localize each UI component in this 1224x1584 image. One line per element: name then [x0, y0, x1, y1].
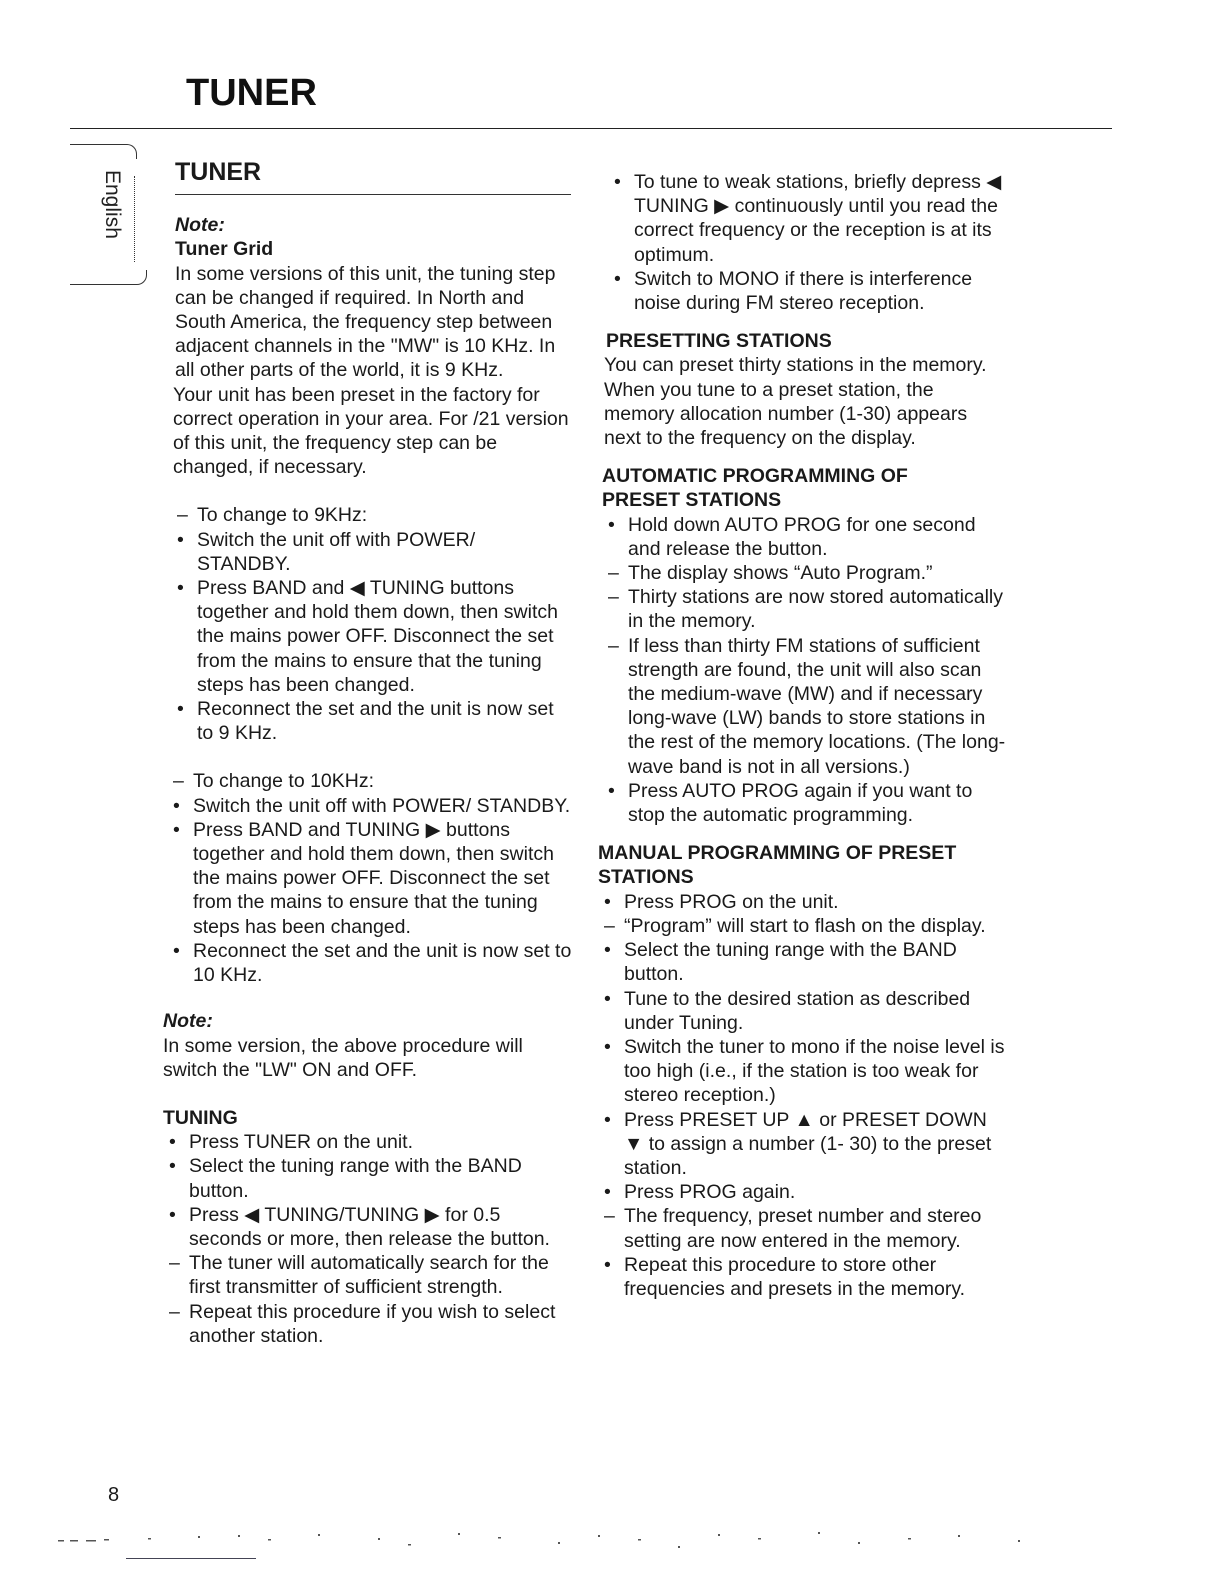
- list-marker: •: [604, 1035, 611, 1058]
- tuner-grid-title: Tuner Grid: [175, 238, 274, 261]
- list-marker: •: [608, 513, 615, 536]
- list-item: [171, 576, 573, 697]
- list-item: [602, 634, 1008, 779]
- note-lw-text: In some version, the above procedure will switch the "LW" ON and OFF.: [163, 1034, 523, 1081]
- tab-bottom-curve: [70, 270, 147, 285]
- list-item-text: Press TUNER on the unit.: [189, 1131, 413, 1154]
- list-item-text: If less than thirty FM stations of sufficient strength are found, the unit will also scan the medium-wave (MW) and if necessary long-wave (LW) bands to store stations in the rest of the memory locations. (The long-wave band is not in all versions.): [628, 634, 1006, 778]
- list-item: [602, 585, 1008, 633]
- list-marker: •: [177, 577, 184, 600]
- tuner-grid-text: In some versions of this unit, the tuning step can be changed if required. In North and South America, the frequency step between adjacent channels in the "MW" is 10 KHz. In all other parts of the world, it is 9 KHz.: [175, 262, 556, 382]
- tab-dotted-line: [134, 176, 135, 262]
- presetting-text: You can preset thirty stations in the memory. When you tune to a preset station, the memory allocation number (1-30) appears next to the frequency on the display.: [604, 354, 987, 450]
- change-9khz-list: [171, 503, 573, 745]
- list-item: [167, 939, 573, 987]
- list-marker: •: [169, 1131, 176, 1154]
- list-item: [598, 1204, 1008, 1252]
- list-marker: •: [177, 698, 184, 721]
- list-item: [602, 513, 1008, 561]
- right-column: [598, 170, 1008, 1301]
- list-item-text: Hold down AUTO PROG for one second and release the button.: [628, 513, 976, 560]
- list-item-text: Switch the tuner to mono if the noise level is too high (i.e., if the station is too weak for stereo reception.): [624, 1035, 1005, 1107]
- list-item: [598, 914, 1008, 938]
- list-item-text: Press PROG again.: [624, 1181, 796, 1204]
- list-item-text: Repeat this procedure to store other frequencies and presets in the memory.: [624, 1253, 966, 1300]
- list-item: [598, 938, 1008, 986]
- language-tab: [70, 150, 146, 282]
- factory-preset-text: Your unit has been preset in the factory for correct operation in your area. For /21 version of this unit, the frequency step can be changed, if necessary.: [173, 383, 569, 479]
- list-item-text: To change to 9KHz:: [197, 504, 368, 527]
- list-marker: •: [614, 267, 621, 290]
- list-marker: –: [169, 1300, 180, 1323]
- list-item-text: Switch to MONO if there is interference noise during FM stereo reception.: [634, 267, 973, 315]
- list-marker: •: [177, 528, 184, 551]
- header-rule: [70, 128, 1112, 129]
- list-marker: •: [604, 939, 611, 962]
- tuning-title: TUNING: [163, 1106, 238, 1129]
- list-marker: –: [608, 586, 619, 609]
- scan-artifact-dots: [58, 1526, 1058, 1556]
- list-item: [598, 1108, 1008, 1181]
- list-item: [598, 1253, 1008, 1301]
- tuning-list: [163, 1130, 573, 1348]
- list-item-text: Press ◀ TUNING/TUNING ▶ for 0.5 seconds or more, then release the button.: [189, 1203, 550, 1250]
- list-item: [163, 1300, 573, 1348]
- list-item-text: Press BAND and ◀ TUNING buttons together and hold them down, then switch the mains power OFF. Disconnect the set from the mains to ensure that the tuning steps has been changed.: [197, 577, 558, 696]
- list-item: [163, 1251, 573, 1299]
- list-marker: –: [177, 504, 188, 527]
- list-marker: •: [604, 1253, 611, 1276]
- presetting-title: PRESETTING STATIONS: [606, 330, 832, 353]
- list-item-text: To tune to weak stations, briefly depress ◀ TUNING ▶ continuously until you read the correct frequency or the reception is at its optimum.: [634, 171, 1002, 266]
- list-marker: •: [173, 794, 180, 817]
- list-item: [608, 267, 1008, 315]
- list-marker: –: [604, 1205, 615, 1228]
- list-item-text: Switch the unit off with POWER/ STANDBY.: [197, 528, 476, 575]
- manual-programming-title: MANUAL PROGRAMMING OF PRESET STATIONS: [598, 842, 957, 889]
- list-item: [602, 779, 1008, 827]
- list-item-text: Select the tuning range with the BAND button.: [624, 939, 957, 986]
- list-item-text: The frequency, preset number and stereo setting are now entered in the memory.: [624, 1205, 982, 1252]
- page-number: 8: [108, 1484, 120, 1506]
- list-item: [171, 503, 573, 527]
- language-tab-label: English: [101, 170, 124, 239]
- list-marker: –: [169, 1252, 180, 1275]
- list-marker: •: [608, 779, 615, 802]
- list-marker: •: [614, 171, 621, 193]
- list-item-text: Reconnect the set and the unit is now set to 9 KHz.: [197, 698, 554, 745]
- list-item: [598, 1035, 1008, 1108]
- list-marker: –: [608, 562, 619, 585]
- list-item-text: Press AUTO PROG again if you want to stop the automatic programming.: [628, 779, 973, 827]
- list-marker: •: [604, 1108, 611, 1131]
- list-item-text: Press PRESET UP ▲ or PRESET DOWN ▼ to assign a number (1- 30) to the preset station.: [624, 1108, 992, 1179]
- list-marker: •: [173, 939, 180, 962]
- list-marker: •: [604, 987, 611, 1010]
- list-item-text: Select the tuning range with the BAND button.: [189, 1155, 522, 1202]
- footer-rule: [126, 1558, 256, 1559]
- list-item: [598, 1180, 1008, 1204]
- list-marker: •: [173, 818, 180, 841]
- page-header-title: TUNER: [186, 72, 317, 114]
- list-item: [167, 769, 573, 793]
- note-label: Note:: [175, 214, 225, 237]
- tab-top-curve: [70, 144, 137, 159]
- list-item-text: Reconnect the set and the unit is now set to 10 KHz.: [193, 939, 572, 987]
- list-marker: •: [169, 1203, 176, 1226]
- list-marker: •: [604, 890, 611, 913]
- list-item: [171, 697, 573, 745]
- list-marker: –: [608, 634, 619, 657]
- list-item: [171, 528, 573, 576]
- list-item: [598, 987, 1008, 1035]
- list-item: [598, 890, 1008, 914]
- list-marker: –: [604, 914, 615, 937]
- list-item: [163, 1154, 573, 1202]
- list-item-text: Repeat this procedure if you wish to select another station.: [189, 1300, 556, 1347]
- list-marker: •: [169, 1155, 176, 1178]
- list-item-text: “Program” will start to flash on the display.: [624, 914, 986, 937]
- list-item: [167, 818, 573, 939]
- list-item: [163, 1130, 573, 1154]
- section-title-tuner: TUNER: [175, 160, 571, 195]
- list-item: [163, 1203, 573, 1251]
- list-item-text: Tune to the desired station as described under Tuning.: [624, 987, 971, 1034]
- list-item: [602, 561, 1008, 585]
- list-item-text: Press PROG on the unit.: [624, 890, 839, 913]
- auto-programming-title: AUTOMATIC PROGRAMMING OF PRESET STATIONS: [602, 465, 908, 512]
- list-item: [167, 794, 573, 818]
- auto-programming-list: [602, 513, 1008, 828]
- list-marker: •: [604, 1181, 611, 1204]
- note-label: Note:: [163, 1010, 213, 1033]
- manual-programming-list: [598, 890, 1008, 1301]
- change-10khz-list: [167, 769, 573, 987]
- list-item: [608, 170, 1008, 267]
- list-item-text: Press BAND and TUNING ▶ buttons together and hold them down, then switch the mains power OFF. Disconnect the set from the mains to ensure that the tuning steps has been changed.: [193, 818, 554, 938]
- list-item-text: Thirty stations are now stored automatically in the memory.: [628, 586, 1003, 633]
- list-marker: –: [173, 770, 184, 793]
- list-item-text: To change to 10KHz:: [193, 770, 375, 793]
- left-column: [163, 160, 573, 1348]
- list-item-text: The tuner will automatically search for the first transmitter of sufficient strength.: [189, 1252, 549, 1299]
- list-item-text: The display shows “Auto Program.”: [628, 562, 933, 585]
- list-item-text: Switch the unit off with POWER/ STANDBY.: [193, 794, 571, 817]
- weak-stations-list: [608, 170, 1008, 315]
